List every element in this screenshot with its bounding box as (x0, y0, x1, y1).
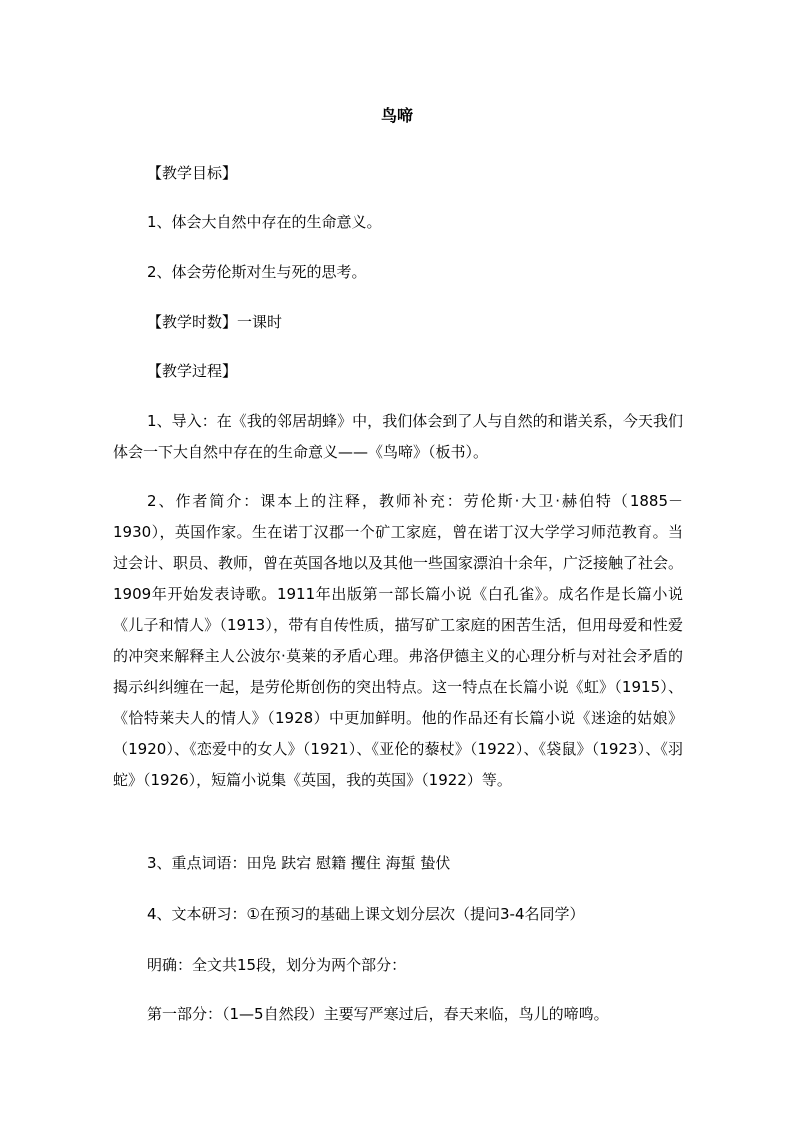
part-1-line: 第一部分：（1—5自然段）主要写严寒过后，春天来临，鸟儿的啼鸣。 (147, 1005, 609, 1023)
clarify-line: 明确：全文共15段，划分为两个部分： (147, 956, 407, 974)
document-title: 鸟啼 (380, 106, 413, 125)
goal-item-1: 1、体会大自然中存在的生命意义。 (147, 213, 382, 231)
teaching-hours: 【教学时数】一课时 (147, 313, 283, 331)
step-2-paragraph: 2、作者简介：课本上的注释，教师补充：劳伦斯·大卫·赫伯特（1885－1930），英国作家。生在诺丁汉郡一个矿工家庭，曾在诺丁汉大学学习师范教育。当过会计、职员、教师，曾在英国各地以及其他一些国家漂泊十余年，广泛接触了社会。1909年开始发表诗歌。1911年出版第一部长篇小说《白孔雀》。成名作是长篇小说《儿子和情人》（1913），带有自传性质，描写矿工家庭的困苦生活，但用母爱和性爱的冲突来解释主人公波尔·莫莱的矛盾心理。弗洛伊德主义的心理分析与对社会矛盾的揭示纠纠缠在一起，是劳伦斯创伤的突出特点。这一特点在长篇小说《虹》（1915）、《恰特莱夫人的情人》（1928）中更加鲜明。他的作品还有长篇小说《迷途的姑娘》（1920）、《恋爱中的女人》（1921）、《亚伦的藜杖》（1922）、《袋鼠》（1923）、《羽蛇》（1926），短篇小说集《英国，我的英国》（1922）等。 (113, 492, 684, 789)
step-3-keywords: 3、重点词语：田凫 趺宕 慰籍 攫住 海蜇 蛰伏 (147, 854, 451, 872)
goal-item-2: 2、体会劳伦斯对生与死的思考。 (147, 263, 367, 281)
step-4-study: 4、文本研习：①在预习的基础上课文划分层次（提问3-4名同学） (147, 905, 585, 923)
process-heading: 【教学过程】 (147, 362, 238, 380)
goals-heading: 【教学目标】 (147, 164, 238, 182)
step-1-paragraph: 1、导入：在《我的邻居胡蜂》中，我们体会到了人与自然的和谐关系，今天我们体会一下大自然中存在的生命意义——《鸟啼》（板书）。 (113, 412, 683, 461)
